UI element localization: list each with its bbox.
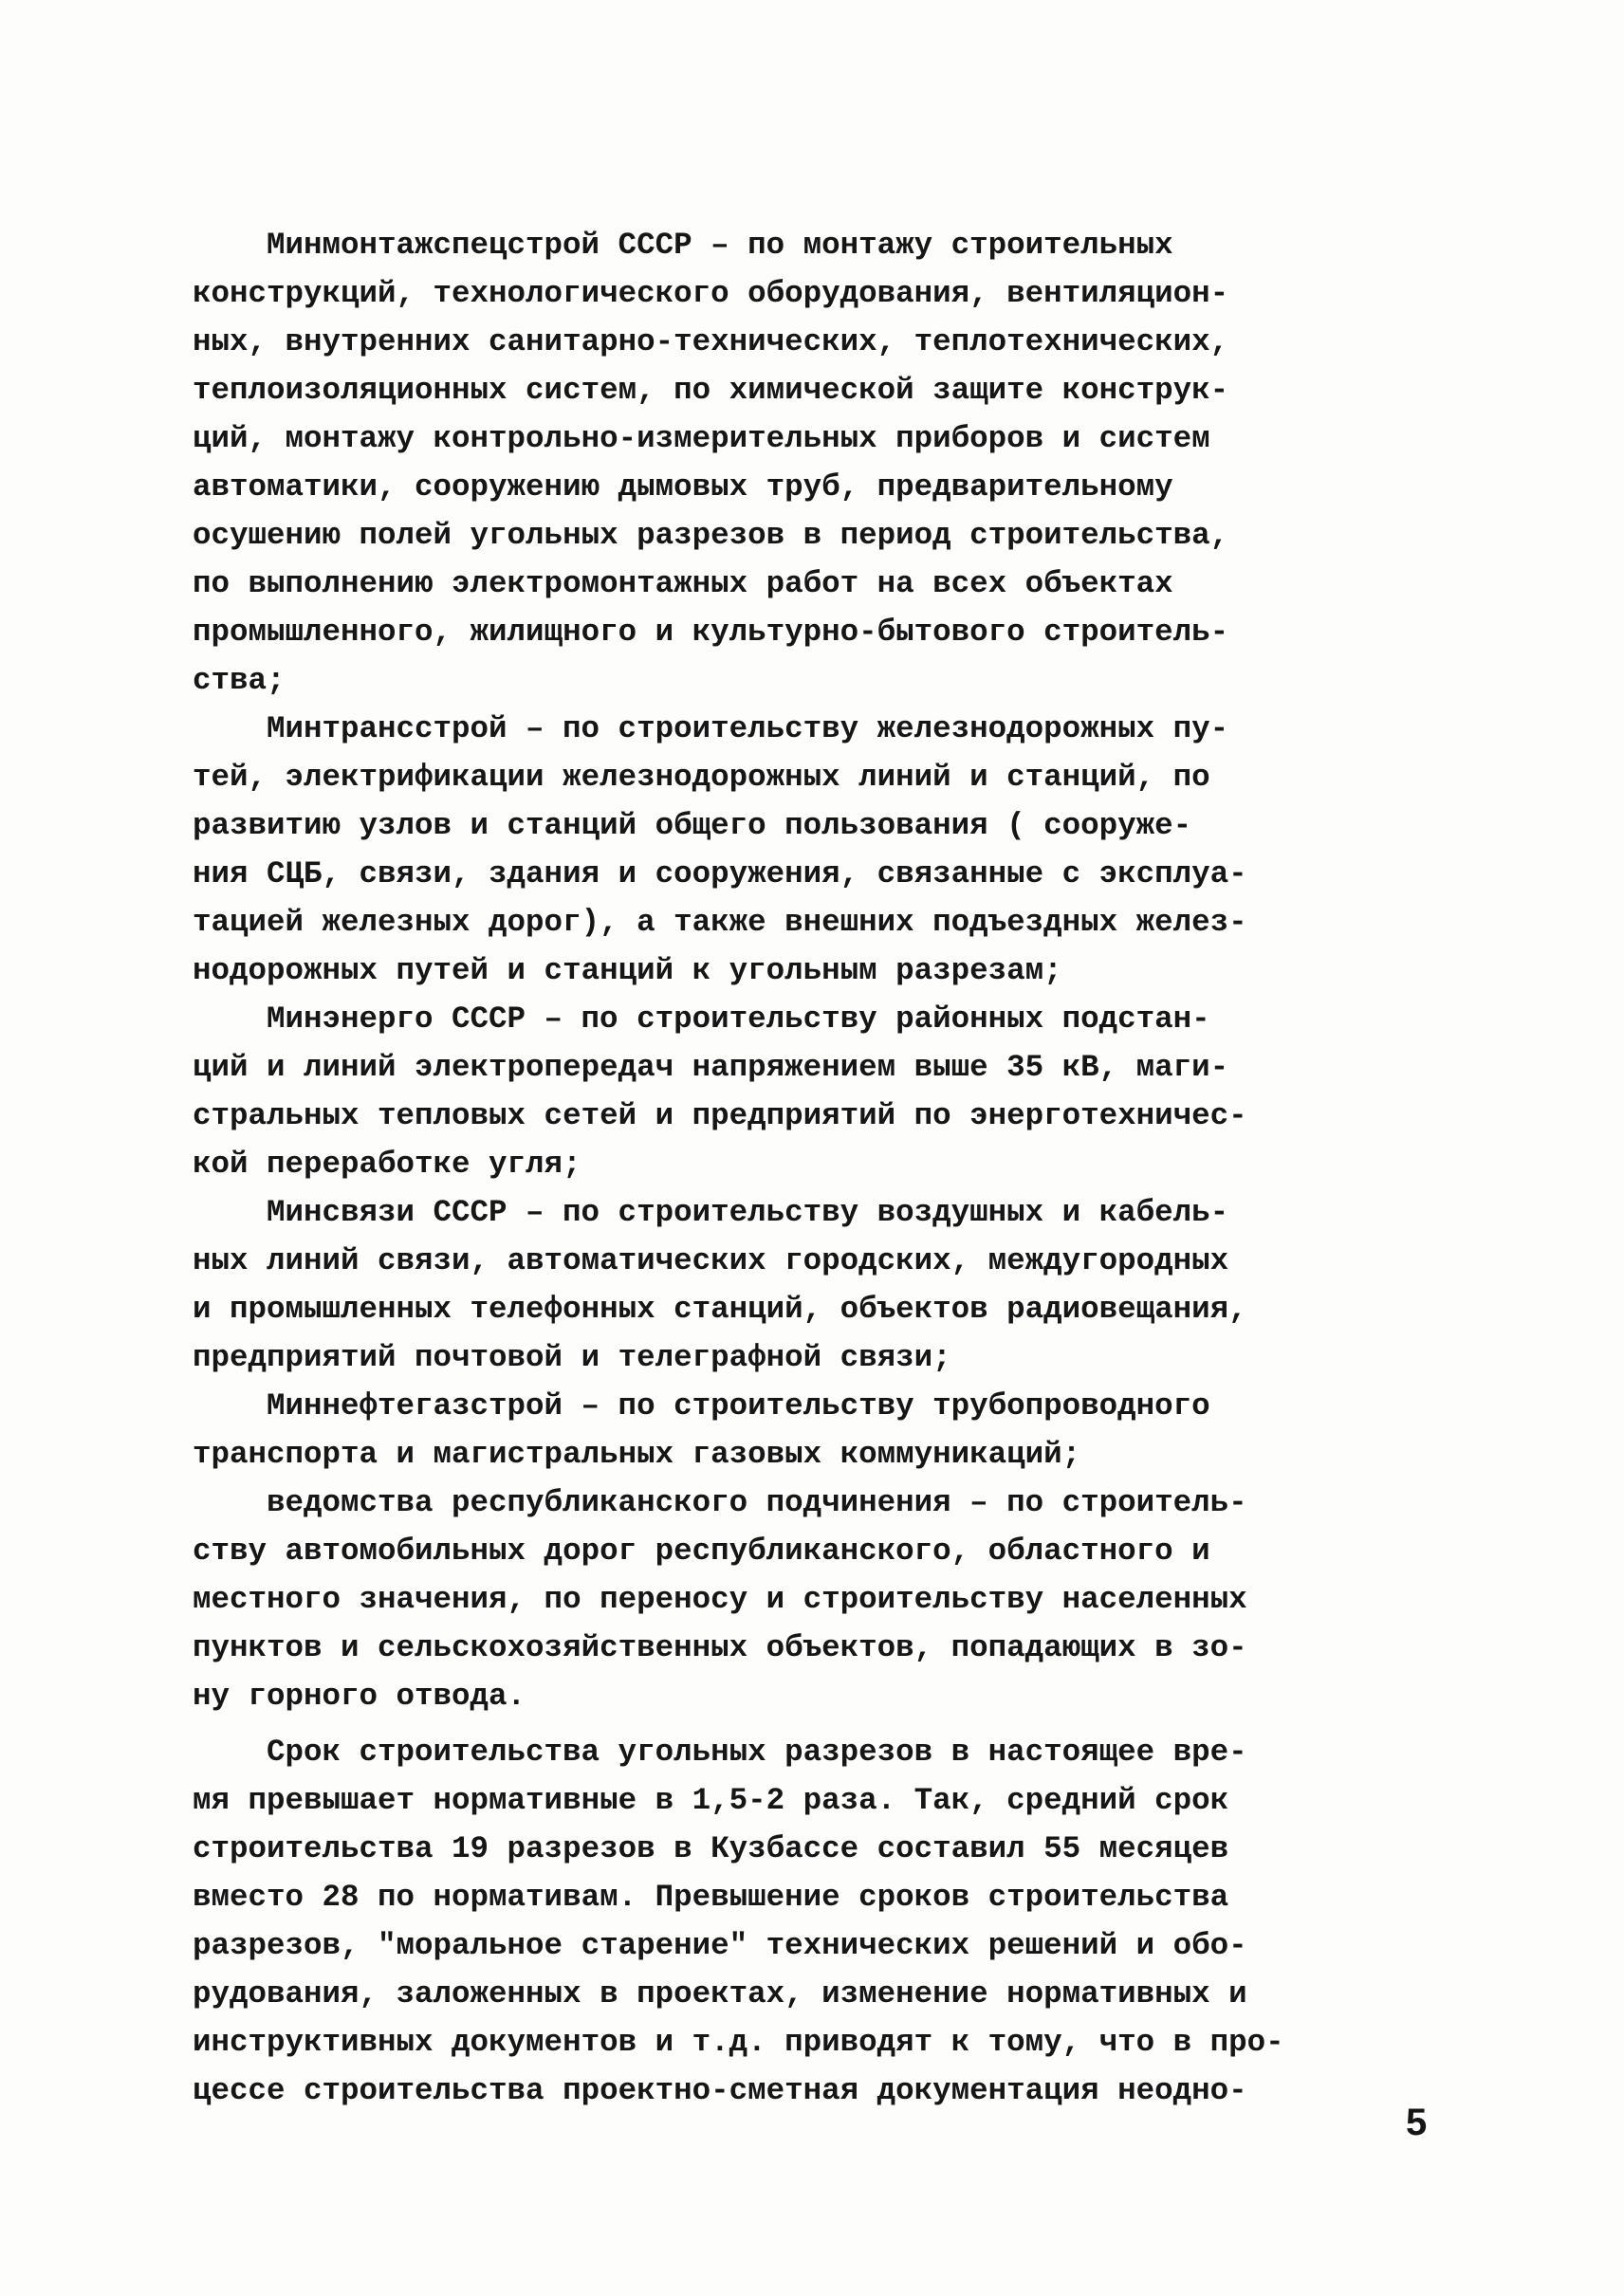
text-line: ций и линий электропередач напряжением выше 35 кВ, маги-	[193, 1050, 1229, 1085]
text-line: ных, внутренних санитарно-технических, теплотехнических,	[193, 324, 1229, 359]
text-line: ных линий связи, автоматических городских, междугородных	[193, 1243, 1229, 1278]
text-line: Минэнерго СССР – по строительству районных подстан-	[267, 1001, 1210, 1037]
text-line: ну горного отвода.	[193, 1679, 526, 1714]
text-line: и промышленных телефонных станций, объектов радиовещания,	[193, 1292, 1247, 1327]
text-line: строительства 19 разрезов в Кузбассе составил 55 месяцев	[193, 1831, 1229, 1866]
text-line: транспорта и магистральных газовых коммуникаций;	[193, 1437, 1081, 1472]
text-line: промышленного, жилищного и культурно-бытового строитель-	[193, 615, 1229, 650]
body-text	[193, 221, 1443, 2115]
text-line: цессе строительства проектно-сметная документация неодно-	[193, 2073, 1247, 2108]
text-line: ния СЦБ, связи, здания и сооружения, связанные с эксплуа-	[193, 856, 1247, 891]
text-line: тацией железных дорог), а также внешних подъездных желез-	[193, 905, 1247, 940]
text-line: разрезов, "моральное старение" технических решений и обо-	[193, 1928, 1247, 1963]
text-line: Минтрансстрой – по строительству железнодорожных пу-	[267, 711, 1229, 746]
text-line: Минсвязи СССР – по строительству воздушных и кабель-	[267, 1195, 1229, 1230]
text-line: теплоизоляционных систем, по химической защите конструк-	[193, 373, 1229, 408]
text-line: вместо 28 по нормативам. Превышение сроков строительства	[193, 1880, 1229, 1915]
paragraph-minsvyazi	[193, 1188, 1443, 1382]
text-line: ций, монтажу контрольно-измерительных приборов и систем	[193, 421, 1210, 456]
text-line: автоматики, сооружению дымовых труб, предварительному	[193, 469, 1173, 505]
text-line: по выполнению электромонтажных работ на всех объектах	[193, 566, 1173, 601]
text-line: Срок строительства угольных разрезов в настоящее вре-	[267, 1735, 1247, 1770]
text-line: нодорожных путей и станций к угольным разрезам;	[193, 953, 1062, 988]
paragraph-minneftegazstroy	[193, 1382, 1443, 1479]
text-line: инструктивных документов и т.д. приводят к тому, что в про-	[193, 2025, 1284, 2060]
text-line: мя превышает нормативные в 1,5-2 раза. Так, средний срок	[193, 1783, 1229, 1818]
page-number: 5	[1406, 2102, 1428, 2143]
paragraph-mintransstroy	[193, 705, 1443, 995]
text-line: Миннефтегазстрой – по строительству трубопроводного	[267, 1388, 1210, 1424]
text-line: предприятий почтовой и телеграфной связи;	[193, 1340, 951, 1375]
paragraph-vedomstva	[193, 1479, 1443, 1720]
text-line: ведомства республиканского подчинения – по строитель-	[267, 1485, 1247, 1520]
text-line: местного значения, по переносу и строительству населенных	[193, 1582, 1247, 1617]
text-line: рудования, заложенных в проектах, изменение нормативных и	[193, 1976, 1247, 2011]
text-line: осушению полей угольных разрезов в период строительства,	[193, 518, 1229, 553]
text-line: ства;	[193, 663, 286, 698]
text-line: пунктов и сельскохозяйственных объектов, попадающих в зо-	[193, 1630, 1247, 1665]
paragraph-minmontazhspetsstroy	[193, 221, 1443, 705]
paragraph-srok-stroitelstva	[193, 1728, 1443, 2115]
text-line: ству автомобильных дорог республиканского, областного и	[193, 1534, 1210, 1569]
text-line: развитию узлов и станций общего пользования ( сооруже-	[193, 808, 1192, 843]
text-line: тей, электрификации железнодорожных линий и станций, по	[193, 760, 1210, 795]
text-line: кой переработке угля;	[193, 1147, 581, 1182]
text-line: Минмонтажспецстрой СССР – по монтажу строительных	[267, 228, 1173, 263]
paragraph-minenergo	[193, 995, 1443, 1188]
text-line: стральных тепловых сетей и предприятий по энерготехничес-	[193, 1098, 1247, 1133]
text-line: конструкций, технологического оборудования, вентиляцион-	[193, 276, 1229, 311]
